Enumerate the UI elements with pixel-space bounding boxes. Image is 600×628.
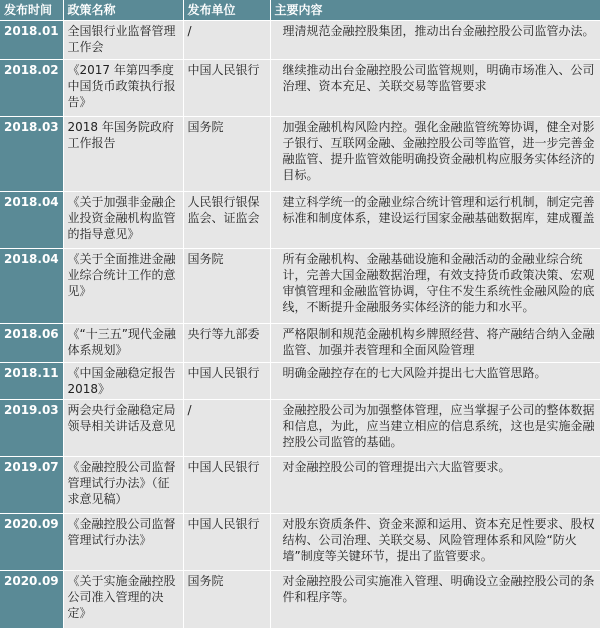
- row-policy-name: 《金融控股公司监督管理试行办法》: [63, 514, 183, 571]
- row-issuer: /: [183, 21, 270, 60]
- row-issuer: 国务院: [183, 571, 270, 628]
- table-row: [0, 117, 600, 192]
- row-policy-name: 《关于实施金融控股公司准入管理的决定》: [63, 571, 183, 628]
- table-row: [0, 457, 600, 514]
- header-issuer: 发布单位: [183, 0, 270, 21]
- row-date: 2020.09: [0, 571, 63, 628]
- row-date: 2018.01: [0, 21, 63, 60]
- row-content: 严格限制和规范金融机构乡牌照经营、将产融结合纳入金融监管、加强并表管理和全面风险管理: [270, 324, 600, 363]
- table-row: [0, 363, 600, 400]
- row-content: 对股东资质条件、资金来源和运用、资本充足性要求、股权结构、公司治理、关联交易、风险管理体系和风险“防火墙”制度等关键环节，提出了监管要求。: [270, 514, 600, 571]
- row-content: 金融控股公司为加强整体管理，应当掌握子公司的整体数据和信息，为此，应当建立相应的信息系统，这也是实施金融控股公司监管的基础。: [270, 400, 600, 457]
- row-date: 2018.03: [0, 117, 63, 192]
- row-policy-name: 《金融控股公司监督管理试行办法》（征求意见稿）: [63, 457, 183, 514]
- header-policy-name: 政策名称: [63, 0, 183, 21]
- row-policy-name: 2018 年国务院政府工作报告: [63, 117, 183, 192]
- table-row: [0, 21, 600, 60]
- row-issuer: 国务院: [183, 117, 270, 192]
- row-date: 2019.03: [0, 400, 63, 457]
- row-date: 2020.09: [0, 514, 63, 571]
- table-row: [0, 514, 600, 571]
- table-row: [0, 192, 600, 249]
- row-content: 对金融控股公司的管理提出六大监管要求。: [270, 457, 600, 514]
- row-policy-name: 《关于加强非金融企业投资金融机构监管的指导意见》: [63, 192, 183, 249]
- row-content: 继续推动出台金融控股公司监管规则，明确市场准入、公司治理、资本充足、关联交易等监管要求: [270, 60, 600, 117]
- row-content: 理清规范金融控股集团，推动出台金融控股公司监管办法。: [270, 21, 600, 60]
- row-policy-name: 两会央行金融稳定局领导相关讲话及意见: [63, 400, 183, 457]
- row-issuer: 央行等九部委: [183, 324, 270, 363]
- table-row: [0, 400, 600, 457]
- row-date: 2019.07: [0, 457, 63, 514]
- header-content: 主要内容: [270, 0, 600, 21]
- row-content: 所有金融机构、金融基础设施和金融活动的金融业综合统计，完善大国金融数据治理，有效支持货币政策决策、宏观审慎管理和金融监管协调，守住不发生系统性金融风险的底线，不断提升金融服务实体经济的能力和水平。: [270, 249, 600, 324]
- row-issuer: 人民银行银保监会、证监会: [183, 192, 270, 249]
- row-date: 2018.11: [0, 363, 63, 400]
- row-policy-name: 《2017 年第四季度中国货币政策执行报告》: [63, 60, 183, 117]
- row-content: 明确金融控存在的七大风险并提出七大监管思路。: [270, 363, 600, 400]
- row-date: 2018.04: [0, 249, 63, 324]
- table-row: [0, 324, 600, 363]
- row-date: 2018.04: [0, 192, 63, 249]
- row-issuer: 中国人民银行: [183, 514, 270, 571]
- row-issuer: 中国人民银行: [183, 363, 270, 400]
- row-content: 加强金融机构风险内控。强化金融监管统筹协调，健全对影子银行、互联网金融、金融控股公司等监管，进一步完善金融监管、提升监管效能明确投资金融机构应服务实体经济的目标。: [270, 117, 600, 192]
- row-issuer: /: [183, 400, 270, 457]
- row-policy-name: 全国银行业监督管理工作会: [63, 21, 183, 60]
- table-row: [0, 571, 600, 628]
- row-policy-name: 《关于全面推进金融业综合统计工作的意见》: [63, 249, 183, 324]
- row-policy-name: 《“十三五”现代金融体系规划》: [63, 324, 183, 363]
- header-date: 发布时间: [0, 0, 63, 21]
- row-issuer: 中国人民银行: [183, 60, 270, 117]
- row-date: 2018.06: [0, 324, 63, 363]
- row-issuer: 中国人民银行: [183, 457, 270, 514]
- row-content: 对金融控股公司实施准入管理、明确设立金融控股公司的条件和程序等。: [270, 571, 600, 628]
- table-row: [0, 60, 600, 117]
- row-issuer: 国务院: [183, 249, 270, 324]
- row-policy-name: 《中国金融稳定报告 2018》: [63, 363, 183, 400]
- row-date: 2018.02: [0, 60, 63, 117]
- table-row: [0, 249, 600, 324]
- row-content: 建立科学统一的金融业综合统计管理和运行机制，制定完善标准和制度体系，建设运行国家金融基础数据库，建成覆盖: [270, 192, 600, 249]
- table-header-row: [0, 0, 600, 21]
